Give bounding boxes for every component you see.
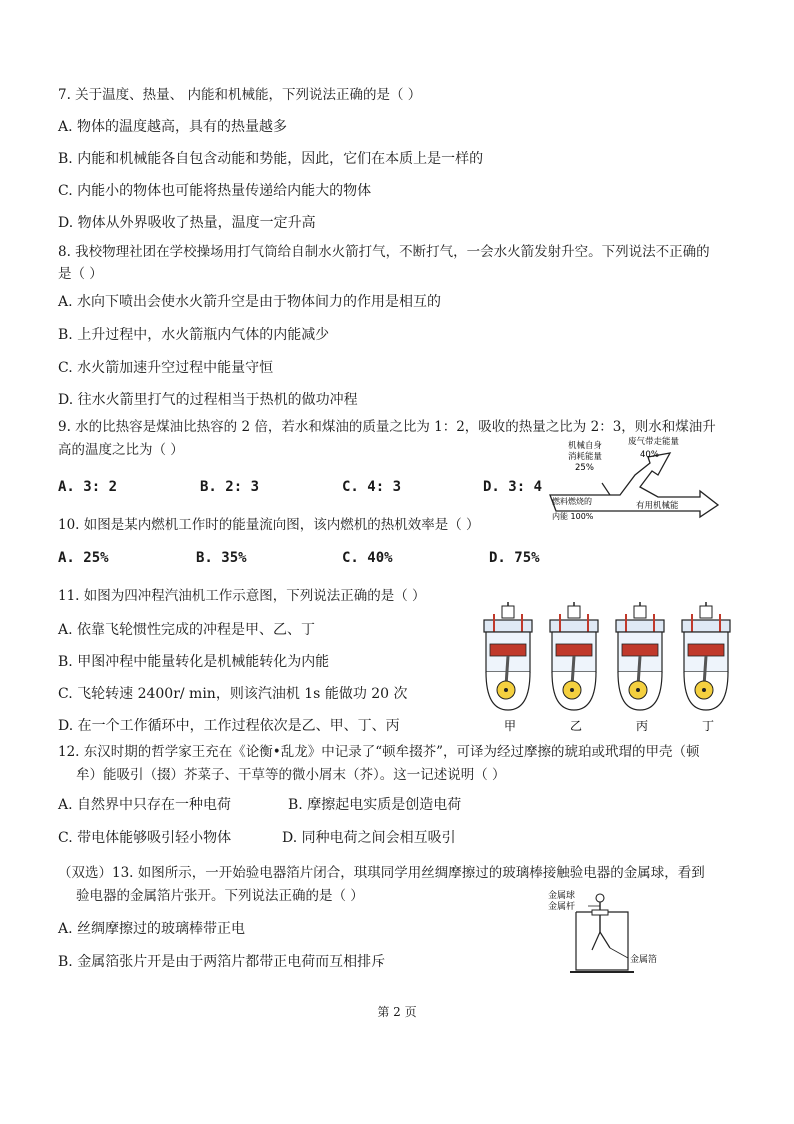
q9-option-b: B. 2: 3	[200, 479, 260, 495]
energy-flow-diagram	[540, 435, 740, 527]
q11-option-b: B. 甲图冲程中能量转化是机械能转化为内能	[58, 654, 330, 670]
q12-stem-line1: 12. 东汉时期的哲学家王充在《论衡•乱龙》中记录了“顿牟掇芥”，可译为经过摩擦的琥珀或玳瑁的甲壳（顿	[58, 744, 700, 760]
q10-option-c: C. 40%	[342, 550, 393, 566]
metal-ball	[596, 894, 604, 902]
engine-ding	[682, 602, 730, 710]
q9-stem-line1: 9. 水的比热容是煤油比热容的 2 倍，若水和煤油的质量之比为 1：2，吸收的热量之比为 2：3，则水和煤油升	[58, 419, 716, 435]
q11-option-c: C. 飞轮转速 2400r/ min，则该汽油机 1s 能做功 20 次	[58, 686, 408, 702]
mech-loss-label-3: 25%	[575, 463, 594, 473]
q12-option-a: A. 自然界中只存在一种电荷	[58, 797, 232, 813]
q9-stem-line2: 高的温度之比为（ ）	[58, 442, 184, 458]
q10-stem: 10. 如图是某内燃机工作时的能量流向图，该内燃机的热机效率是（ ）	[58, 517, 480, 533]
q8-option-d: D. 往水火箭里打气的过程相当于热机的做功冲程	[58, 392, 358, 408]
q9-option-c: C. 4: 3	[342, 479, 402, 495]
useful-energy-label: 有用机械能	[636, 501, 679, 511]
electroscope-jar	[576, 912, 628, 970]
foil-leaf-left	[592, 932, 600, 950]
exhaust-label-1: 废气带走能量	[628, 437, 680, 447]
q10-option-b: B. 35%	[196, 550, 247, 566]
engine-yi	[550, 602, 598, 710]
metal-ball-label: 金属球	[548, 891, 576, 901]
q7-stem: 7. 关于温度、热量、 内能和机械能，下列说法正确的是（ ）	[58, 87, 422, 103]
q9-option-a: A. 3: 2	[58, 479, 118, 495]
q7-option-d: D. 物体从外界吸收了热量，温度一定升高	[58, 215, 316, 231]
q8-option-a: A. 水向下喷出会使水火箭升空是由于物体间力的作用是相互的	[58, 294, 442, 310]
electroscope-diagram	[548, 888, 688, 978]
q13-stem-line2: 验电器的金属箔片张开。下列说法正确的是（ ）	[76, 888, 364, 904]
q7-option-c: C. 内能小的物体也可能将热量传递给内能大的物体	[58, 183, 372, 199]
engine-label-yi: 乙	[570, 719, 583, 733]
q8-option-b: B. 上升过程中，水火箭瓶内气体的内能减少	[58, 327, 330, 343]
fuel-label-1: 燃料燃烧的	[552, 497, 592, 506]
engine-label-ding: 丁	[702, 719, 715, 733]
engine-bing	[616, 602, 664, 710]
exhaust-label-2: 40%	[640, 450, 659, 460]
q13-option-a: A. 丝绸摩擦过的玻璃棒带正电	[58, 921, 246, 937]
q12-stem-line2: 牟）能吸引（掇）芥菜子、干草等的微小屑末（芥）。这一记述说明（ ）	[76, 767, 506, 783]
four-stroke-engine-diagram	[476, 602, 736, 737]
page-footer: 第 2 页	[377, 1005, 417, 1019]
q7-option-b: B. 内能和机械能各自包含动能和势能，因此，它们在本质上是一样的	[58, 151, 484, 167]
q13-stem-line1: （双选）13. 如图所示，一开始验电器箔片闭合，琪琪同学用丝绸摩擦过的玻璃棒接触验电器的金属球，看到	[58, 865, 705, 881]
q12-option-b: B. 摩擦起电实质是创造电荷	[288, 797, 462, 813]
q10-option-a: A. 25%	[58, 550, 109, 566]
q11-option-d: D. 在一个工作循环中，工作过程依次是乙、甲、丁、丙	[58, 718, 400, 734]
metal-foil-label: 金属箔	[630, 955, 658, 965]
engine-label-jia: 甲	[504, 719, 517, 733]
q11-option-a: A. 依靠飞轮惯性完成的冲程是甲、乙、丁	[58, 622, 316, 638]
fuel-label-2: 内能 100%	[552, 512, 594, 521]
q12-option-c: C. 带电体能够吸引轻小物体	[58, 830, 232, 846]
metal-rod-label: 金属杆	[548, 902, 576, 912]
q12-option-d: D. 同种电荷之间会相互吸引	[282, 830, 456, 846]
q10-option-d: D. 75%	[489, 550, 540, 566]
q11-stem: 11. 如图为四冲程汽油机工作示意图，下列说法正确的是（ ）	[58, 588, 426, 604]
q7-option-a: A. 物体的温度越高，具有的热量越多	[58, 119, 288, 135]
engine-label-bing: 丙	[636, 719, 649, 733]
q8-stem-line1: 8. 我校物理社团在学校操场用打气筒给自制水火箭打气，不断打气，一会水火箭发射升空。下列说法不正确的	[58, 244, 710, 260]
mech-loss-label-1: 机械自身	[568, 441, 603, 451]
q8-option-c: C. 水火箭加速升空过程中能量守恒	[58, 360, 274, 376]
mech-loss-branch	[602, 483, 610, 495]
foil-leaf-right	[600, 932, 610, 948]
q13-option-b: B. 金属箔张片开是由于两箔片都带正电荷而互相排斥	[58, 954, 386, 970]
q9-option-d: D. 3: 4	[483, 479, 543, 495]
engine-jia	[484, 602, 532, 710]
q8-stem-line2: 是（ ）	[58, 266, 103, 282]
mech-loss-label-2: 消耗能量	[568, 452, 603, 462]
